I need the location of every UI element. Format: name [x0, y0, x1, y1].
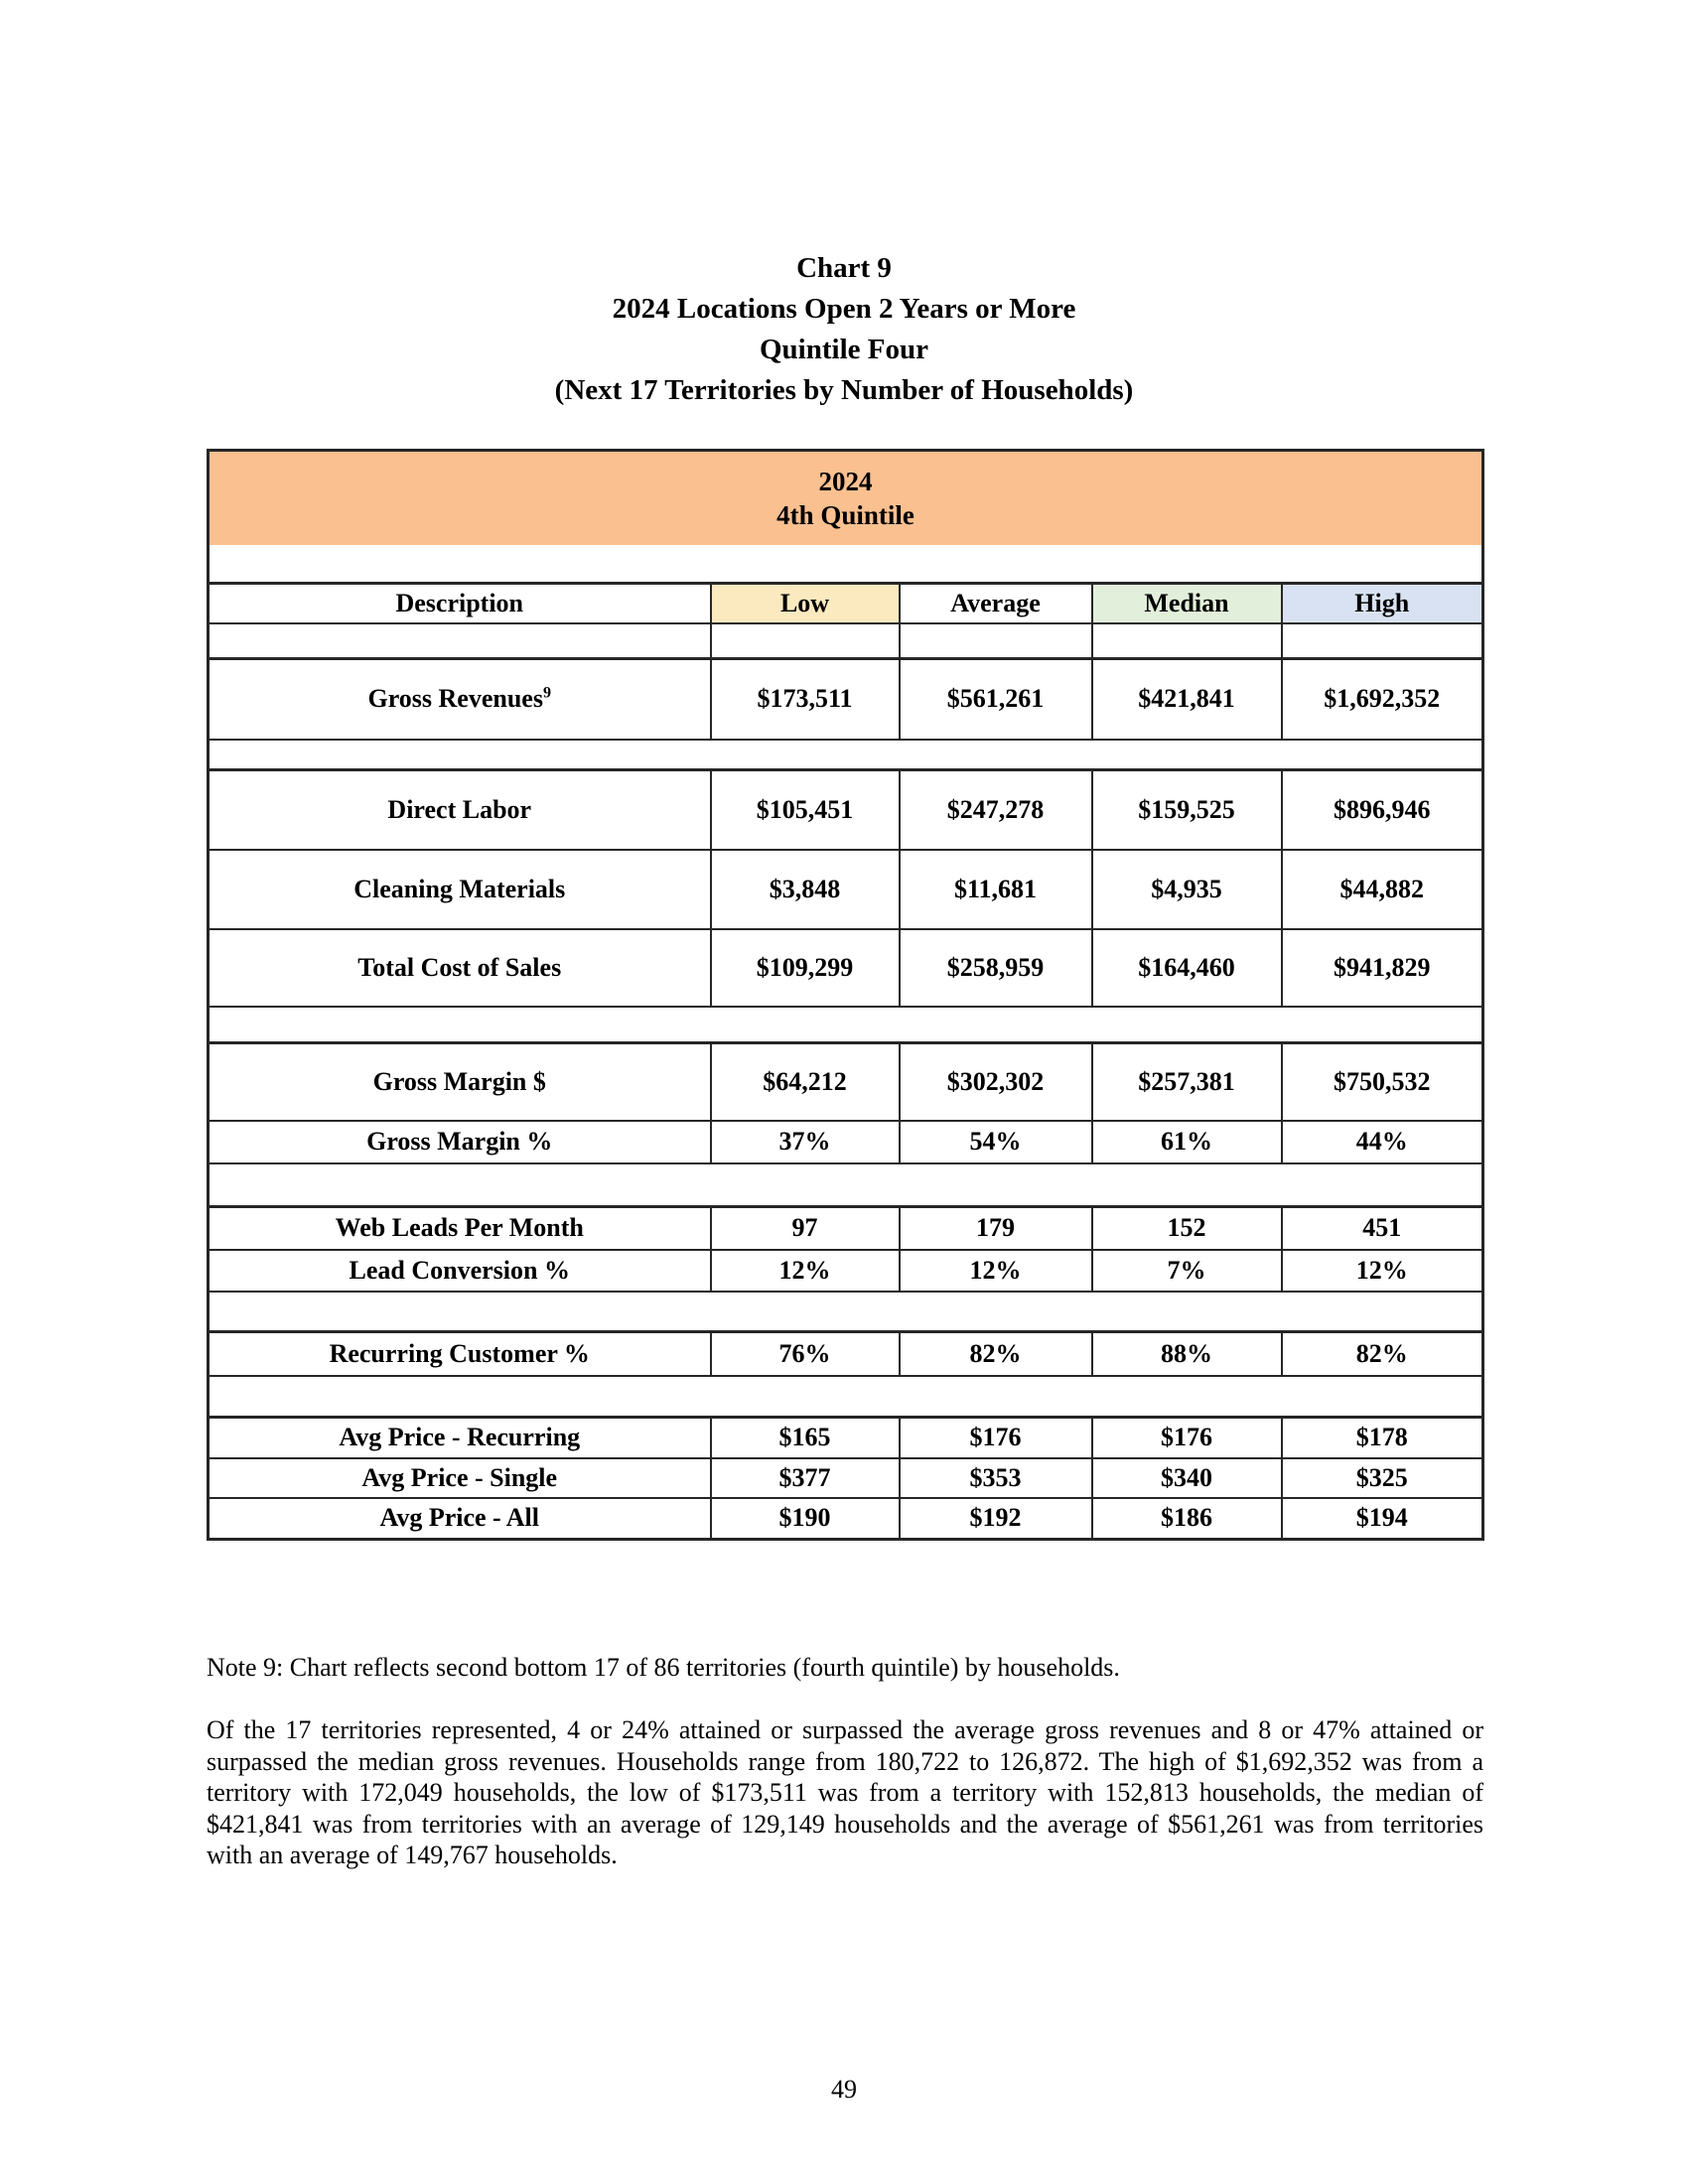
value-cell-average: $258,959	[900, 929, 1092, 1007]
value-cell-median: $159,525	[1092, 770, 1282, 850]
value-cell-high: $194	[1282, 1498, 1483, 1540]
value-cell-high: $44,882	[1282, 850, 1483, 929]
value-cell-low: $377	[711, 1458, 900, 1498]
value-cell-high: $1,692,352	[1282, 659, 1483, 740]
value-cell-average: $247,278	[900, 770, 1092, 850]
value-cell-low: $105,451	[711, 770, 900, 850]
value-cell-low: $165	[711, 1418, 900, 1458]
value-cell-low: 76%	[711, 1332, 900, 1376]
note-paragraph: Of the 17 territories represented, 4 or 24% attained or surpassed the average gross revenues and 8 or 47% attained or surpassed the median gross revenues. Households range from 180,722 to 126,872. The high of $1,692,352 was from a territory with 172,049 households, the low of $173,511 was from a territory with 152,813 households, the median of $421,841 was from territories with an average of 129,149 households and the average of $561,261 was from territories with an average of 149,767 households.	[207, 1715, 1483, 1869]
column-header-low: Low	[711, 584, 900, 623]
table-row	[209, 1458, 1483, 1498]
table-row	[209, 1498, 1483, 1540]
value-cell-average: 54%	[900, 1121, 1092, 1163]
spacer-row	[209, 1163, 1483, 1207]
column-header-row	[209, 584, 1483, 623]
quintile-four-table	[207, 449, 1484, 1541]
value-cell-low: $190	[711, 1498, 900, 1540]
empty-cell	[1092, 623, 1282, 659]
table-row	[209, 1250, 1483, 1292]
value-cell-median: $164,460	[1092, 929, 1282, 1007]
spacer-row-with-dividers	[209, 623, 1483, 659]
value-cell-low: $64,212	[711, 1043, 900, 1121]
value-cell-high: 451	[1282, 1207, 1483, 1250]
value-cell-low: 12%	[711, 1250, 900, 1292]
column-header-high: High	[1282, 584, 1483, 623]
table-row	[209, 1043, 1483, 1121]
notes-block	[207, 1651, 1483, 1871]
table-row	[209, 1332, 1483, 1376]
chart-title-line1: Chart 9	[796, 252, 892, 284]
value-cell-median: $421,841	[1092, 659, 1282, 740]
empty-cell	[209, 623, 711, 659]
row-label-cell: Avg Price - All	[209, 1498, 711, 1540]
value-cell-high: $896,946	[1282, 770, 1483, 850]
spacer-row	[209, 545, 1483, 584]
value-cell-median: $257,381	[1092, 1043, 1282, 1121]
table-row	[209, 1418, 1483, 1458]
row-label-cell: Lead Conversion %	[209, 1250, 711, 1292]
chart-title-line4: (Next 17 Territories by Number of Households)	[554, 374, 1134, 406]
value-cell-high: $178	[1282, 1418, 1483, 1458]
value-cell-median: 61%	[1092, 1121, 1282, 1163]
quintile-table-wrap	[207, 449, 1481, 1541]
row-label-cell: Recurring Customer %	[209, 1332, 711, 1376]
value-cell-average: $302,302	[900, 1043, 1092, 1121]
value-cell-average: $192	[900, 1498, 1092, 1540]
empty-cell	[900, 623, 1092, 659]
value-cell-high: 44%	[1282, 1121, 1483, 1163]
table-row	[209, 770, 1483, 850]
column-header-median: Median	[1092, 584, 1282, 623]
table-body	[209, 451, 1483, 1540]
spacer-cell	[209, 1376, 1483, 1418]
footnote-marker: 9	[542, 684, 552, 702]
group-header-cell	[209, 451, 1483, 545]
spacer-cell	[209, 545, 1483, 584]
value-cell-median: 7%	[1092, 1250, 1282, 1292]
page-number: 49	[831, 2075, 857, 2104]
value-cell-average: $561,261	[900, 659, 1092, 740]
value-cell-median: $186	[1092, 1498, 1282, 1540]
value-cell-high: 82%	[1282, 1332, 1483, 1376]
value-cell-average: $353	[900, 1458, 1092, 1498]
empty-cell	[1282, 623, 1483, 659]
chart-title-block	[207, 248, 1481, 411]
spacer-row	[209, 1376, 1483, 1418]
value-cell-low: $3,848	[711, 850, 900, 929]
table-row	[209, 929, 1483, 1007]
empty-cell	[711, 623, 900, 659]
table-row	[209, 1207, 1483, 1250]
row-label-cell: Avg Price - Recurring	[209, 1418, 711, 1458]
value-cell-average: $176	[900, 1418, 1092, 1458]
value-cell-high: $325	[1282, 1458, 1483, 1498]
value-cell-low: 37%	[711, 1121, 900, 1163]
row-label-cell: Web Leads Per Month	[209, 1207, 711, 1250]
value-cell-average: 82%	[900, 1332, 1092, 1376]
table-row	[209, 659, 1483, 740]
column-header-average: Average	[900, 584, 1092, 623]
value-cell-low: $173,511	[711, 659, 900, 740]
row-label-cell: Avg Price - Single	[209, 1458, 711, 1498]
row-label-cell: Gross Revenues$^9$	[209, 659, 711, 740]
table-row	[209, 1121, 1483, 1163]
value-cell-median: 88%	[1092, 1332, 1282, 1376]
table-row	[209, 850, 1483, 929]
spacer-cell	[209, 740, 1483, 770]
value-cell-average: 12%	[900, 1250, 1092, 1292]
row-label-cell: Direct Labor	[209, 770, 711, 850]
row-label-cell: Gross Margin $	[209, 1043, 711, 1121]
chart-title-line2: 2024 Locations Open 2 Years or More	[612, 293, 1076, 325]
spacer-cell	[209, 1163, 1483, 1207]
spacer-row	[209, 740, 1483, 770]
note-9-text: Note 9: Chart reflects second bottom 17 of 86 territories (fourth quintile) by households.	[207, 1653, 1120, 1682]
row-label-cell: Cleaning Materials	[209, 850, 711, 929]
value-cell-high: 12%	[1282, 1250, 1483, 1292]
value-cell-high: $750,532	[1282, 1043, 1483, 1121]
value-cell-average: 179	[900, 1207, 1092, 1250]
value-cell-median: $176	[1092, 1418, 1282, 1458]
group-header-quintile: 4th Quintile	[776, 499, 914, 530]
group-header-year: 2024	[818, 466, 873, 496]
value-cell-median: 152	[1092, 1207, 1282, 1250]
column-header-description: Description	[209, 584, 711, 623]
table-group-header-row	[209, 451, 1483, 545]
value-cell-average: $11,681	[900, 850, 1092, 929]
value-cell-median: $340	[1092, 1458, 1282, 1498]
row-label-cell: Gross Margin %	[209, 1121, 711, 1163]
chart-title-line3: Quintile Four	[760, 334, 928, 365]
value-cell-low: 97	[711, 1207, 900, 1250]
value-cell-median: $4,935	[1092, 850, 1282, 929]
spacer-cell	[209, 1292, 1483, 1332]
value-cell-high: $941,829	[1282, 929, 1483, 1007]
value-cell-low: $109,299	[711, 929, 900, 1007]
spacer-cell	[209, 1007, 1483, 1043]
row-label-cell: Total Cost of Sales	[209, 929, 711, 1007]
spacer-row	[209, 1292, 1483, 1332]
spacer-row	[209, 1007, 1483, 1043]
